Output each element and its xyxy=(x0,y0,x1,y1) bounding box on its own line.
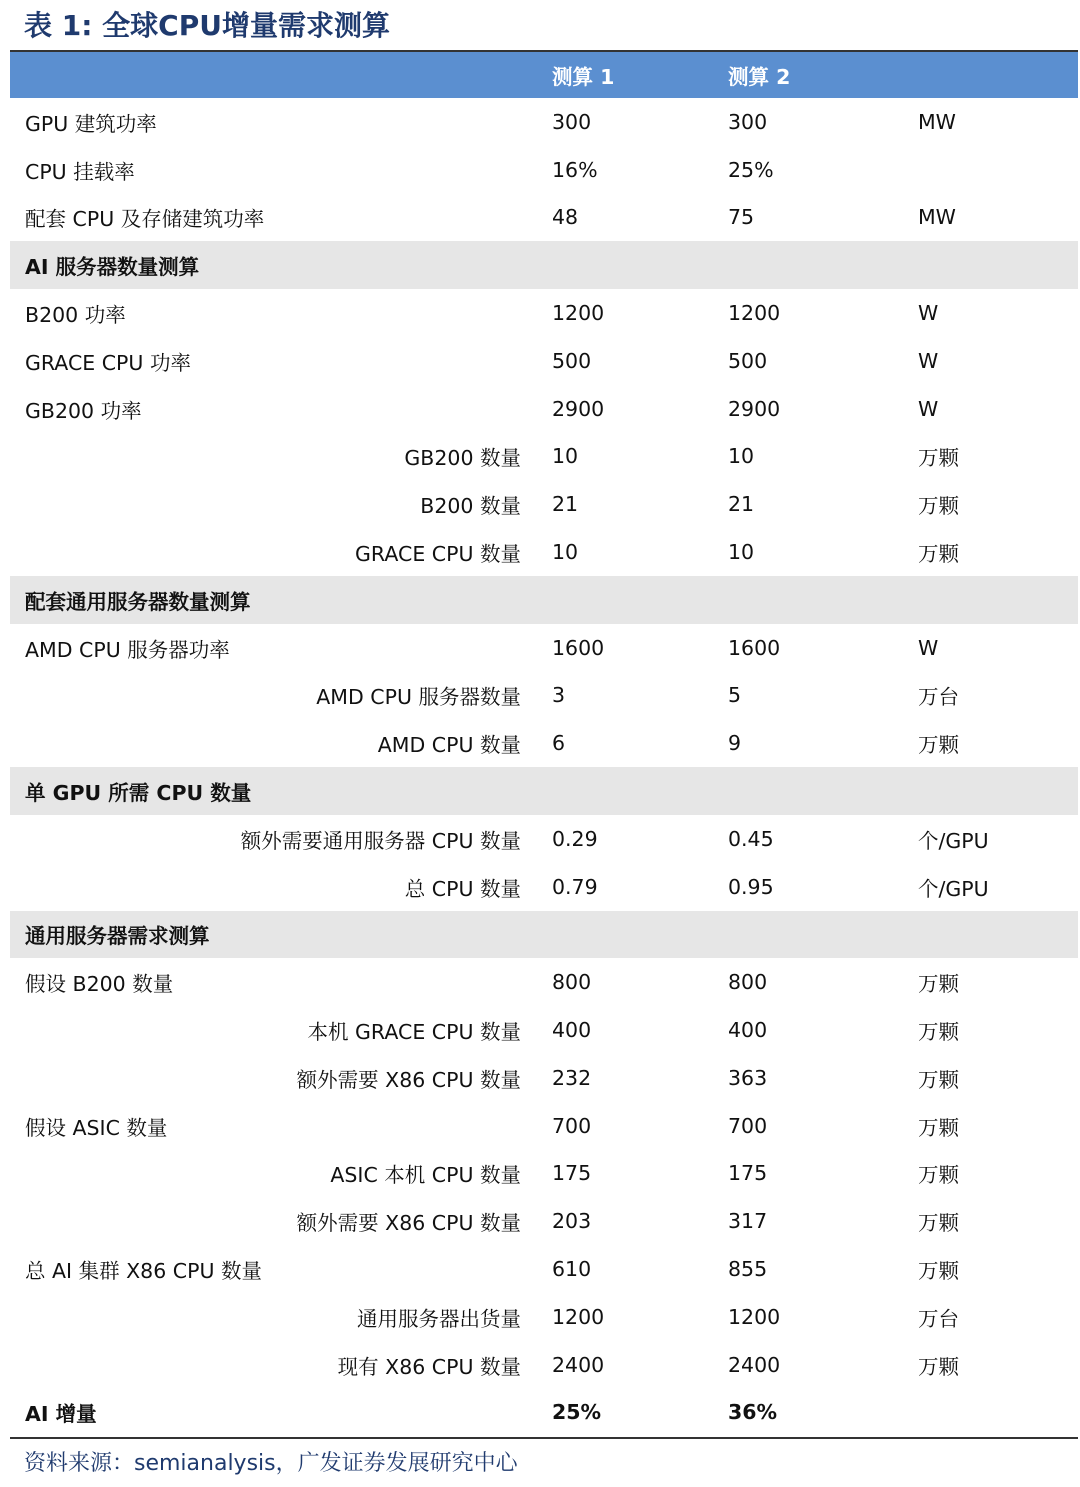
scenario-2-value: 300 xyxy=(728,109,768,134)
table-row xyxy=(10,1389,1078,1437)
scenario-2-value: 175 xyxy=(728,1161,768,1186)
header-scenario-1: 测算 1 xyxy=(552,65,615,89)
row-unit: W xyxy=(918,301,939,326)
table-row xyxy=(10,385,1078,433)
row-label: 通用服务器出货量 xyxy=(357,1306,521,1331)
table-row xyxy=(10,1102,1078,1150)
row-unit: 万颗 xyxy=(918,1354,959,1379)
scenario-2-value: 400 xyxy=(728,1018,768,1043)
scenario-2-value: 1600 xyxy=(728,635,781,660)
cpu-demand-table xyxy=(10,50,1078,1436)
row-label: 总 CPU 数量 xyxy=(404,876,521,901)
scenario-2-value: 10 xyxy=(728,444,755,469)
row-unit: 个/GPU xyxy=(918,876,989,901)
row-label: 假设 B200 数量 xyxy=(25,972,174,997)
table-row xyxy=(10,433,1078,481)
scenario-1-value: 700 xyxy=(552,1113,592,1138)
scenario-1-value: 2900 xyxy=(552,396,605,421)
row-label: 额外需要 X86 CPU 数量 xyxy=(296,1067,521,1092)
scenario-2-value: 500 xyxy=(728,348,768,373)
table-row xyxy=(10,1341,1078,1389)
table-row xyxy=(10,719,1078,767)
table-row xyxy=(10,337,1078,385)
row-unit: 万台 xyxy=(918,1306,959,1331)
scenario-2-value: 5 xyxy=(728,683,742,708)
row-label: AMD CPU 服务器功率 xyxy=(25,637,230,662)
row-unit: W xyxy=(918,348,939,373)
row-label: 现有 X86 CPU 数量 xyxy=(337,1354,521,1379)
table-row xyxy=(10,958,1078,1006)
section-header-row xyxy=(10,911,1078,959)
table-row xyxy=(10,815,1078,863)
row-label: 额外需要通用服务器 CPU 数量 xyxy=(240,828,521,853)
row-unit: W xyxy=(918,635,939,660)
table-bottom-rule xyxy=(10,1437,1078,1439)
row-unit: 万颗 xyxy=(918,1115,959,1140)
scenario-1-value: 48 xyxy=(552,205,579,230)
row-unit: 个/GPU xyxy=(918,828,989,853)
row-label: B200 数量 xyxy=(420,494,521,519)
row-unit: 万颗 xyxy=(918,1020,959,1045)
row-label: GPU 建筑功率 xyxy=(25,111,157,136)
section-title: 配套通用服务器数量测算 xyxy=(25,589,251,614)
scenario-1-value: 610 xyxy=(552,1257,592,1282)
section-header-row xyxy=(10,241,1078,289)
scenario-2-value: 75 xyxy=(728,205,755,230)
scenario-2-value: 317 xyxy=(728,1209,768,1234)
scenario-1-value: 800 xyxy=(552,970,592,995)
table-row xyxy=(10,863,1078,911)
scenario-2-value: 855 xyxy=(728,1257,768,1282)
row-label: CPU 挂载率 xyxy=(25,159,135,184)
header-label xyxy=(25,52,525,98)
row-label: 假设 ASIC 数量 xyxy=(25,1115,168,1140)
row-unit: 万颗 xyxy=(918,1163,959,1188)
scenario-1-value: 1200 xyxy=(552,301,605,326)
scenario-1-value: 400 xyxy=(552,1018,592,1043)
scenario-1-value: 0.29 xyxy=(552,826,598,851)
row-label: AMD CPU 服务器数量 xyxy=(316,685,521,710)
row-unit: 万颗 xyxy=(918,1211,959,1236)
section-title: AI 服务器数量测算 xyxy=(25,255,200,280)
table-row xyxy=(10,1054,1078,1102)
table-row xyxy=(10,528,1078,576)
header-unit xyxy=(918,52,1068,98)
scenario-2-value: 700 xyxy=(728,1113,768,1138)
table-row xyxy=(10,1245,1078,1293)
section-header-row xyxy=(10,576,1078,624)
scenario-1-value: 232 xyxy=(552,1065,592,1090)
table-row xyxy=(10,1293,1078,1341)
scenario-2-value: 2900 xyxy=(728,396,781,421)
scenario-2-value: 10 xyxy=(728,540,755,565)
scenario-1-value: 2400 xyxy=(552,1352,605,1377)
table-row xyxy=(10,289,1078,337)
row-unit: 万颗 xyxy=(918,733,959,758)
scenario-2-value: 25% xyxy=(728,157,774,182)
scenario-1-value: 175 xyxy=(552,1161,592,1186)
scenario-1-value: 3 xyxy=(552,683,566,708)
scenario-2-value: 1200 xyxy=(728,1304,781,1329)
section-title: 通用服务器需求测算 xyxy=(25,924,210,949)
scenario-1-value: 16% xyxy=(552,157,598,182)
scenario-2-value: 1200 xyxy=(728,301,781,326)
scenario-2-value: 36% xyxy=(728,1400,778,1425)
header-scenario-2: 测算 2 xyxy=(728,65,791,89)
row-label: 总 AI 集群 X86 CPU 数量 xyxy=(25,1259,262,1284)
scenario-1-value: 10 xyxy=(552,444,579,469)
row-label: AMD CPU 数量 xyxy=(377,733,521,758)
row-unit: 万颗 xyxy=(918,1259,959,1284)
scenario-2-value: 21 xyxy=(728,492,755,517)
table-body xyxy=(10,98,1078,1436)
row-unit: MW xyxy=(918,109,956,134)
table-row xyxy=(10,672,1078,720)
table-row xyxy=(10,146,1078,194)
row-unit: 万颗 xyxy=(918,1067,959,1092)
scenario-1-value: 10 xyxy=(552,540,579,565)
scenario-1-value: 203 xyxy=(552,1209,592,1234)
scenario-2-value: 9 xyxy=(728,731,742,756)
table-row xyxy=(10,1150,1078,1198)
row-unit: 万颗 xyxy=(918,542,959,567)
row-unit: 万颗 xyxy=(918,494,959,519)
scenario-1-value: 1600 xyxy=(552,635,605,660)
row-label: 额外需要 X86 CPU 数量 xyxy=(296,1211,521,1236)
table-header-row xyxy=(10,52,1078,98)
table-row xyxy=(10,1197,1078,1245)
table-row xyxy=(10,1006,1078,1054)
scenario-1-value: 21 xyxy=(552,492,579,517)
table-row xyxy=(10,194,1078,242)
source-note: 资料来源：semianalysis，广发证券发展研究中心 xyxy=(24,1451,518,1476)
scenario-2-value: 0.45 xyxy=(728,826,774,851)
scenario-2-value: 2400 xyxy=(728,1352,781,1377)
table-row xyxy=(10,98,1078,146)
row-unit: MW xyxy=(918,205,956,230)
row-label: AI 增量 xyxy=(25,1402,97,1427)
row-unit: 万颗 xyxy=(918,972,959,997)
scenario-1-value: 0.79 xyxy=(552,874,598,899)
row-label: ASIC 本机 CPU 数量 xyxy=(330,1163,521,1188)
row-unit: 万台 xyxy=(918,685,959,710)
row-unit xyxy=(918,146,1068,194)
row-label: 配套 CPU 及存储建筑功率 xyxy=(25,207,265,232)
scenario-1-value: 500 xyxy=(552,348,592,373)
scenario-1-value: 1200 xyxy=(552,1304,605,1329)
scenario-2-value: 363 xyxy=(728,1065,768,1090)
scenario-2-value: 0.95 xyxy=(728,874,774,899)
section-header-row xyxy=(10,767,1078,815)
section-title: 单 GPU 所需 CPU 数量 xyxy=(25,781,252,806)
row-unit: W xyxy=(918,396,939,421)
row-label: GB200 数量 xyxy=(404,446,521,471)
row-label: GB200 功率 xyxy=(25,398,142,423)
scenario-1-value: 25% xyxy=(552,1400,602,1425)
row-label: GRACE CPU 功率 xyxy=(25,350,191,375)
scenario-1-value: 300 xyxy=(552,109,592,134)
row-label: B200 功率 xyxy=(25,303,126,328)
scenario-2-value: 800 xyxy=(728,970,768,995)
table-title: 表 1: 全球CPU增量需求测算 xyxy=(24,9,390,42)
table-row xyxy=(10,480,1078,528)
row-label: GRACE CPU 数量 xyxy=(355,542,521,567)
table-row xyxy=(10,624,1078,672)
row-unit xyxy=(918,1389,1068,1437)
scenario-1-value: 6 xyxy=(552,731,566,756)
row-unit: 万颗 xyxy=(918,446,959,471)
row-label: 本机 GRACE CPU 数量 xyxy=(307,1020,521,1045)
